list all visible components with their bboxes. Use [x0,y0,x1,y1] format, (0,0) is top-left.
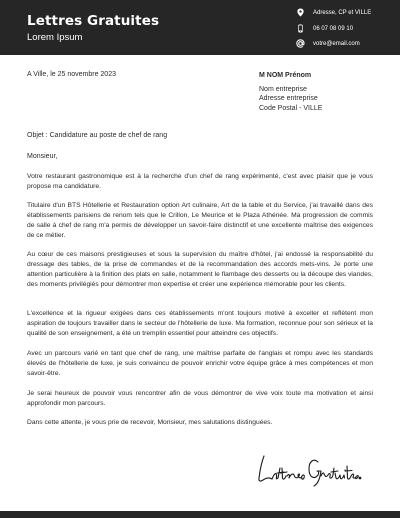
contact-phone-text: 06 07 08 09 10 [313,25,354,32]
letter-date: A Ville, le 25 novembre 2023 [27,71,116,78]
contact-email-text: votre@email.com [313,40,360,47]
handwritten-signature [254,452,364,488]
footer-bar [0,511,400,518]
contact-phone [296,24,353,33]
at-sign-icon [296,39,305,48]
letter-paragraph: Au cœur de ces maisons prestigieuses et sous la supervision du maître d'hôtel, j'ai endossé la responsabilité du dressage des tables, de la prise de commandes et de la recommandation des accords mets-vins. Je porte une attention particulière à la finition des plats en salle, notamment le flambage des desserts ou la découpe des viandes, des moments privilégiés pour démontrer mon expertise et créer une expérience mémorable pour les clients. [27,251,373,288]
contact-email [296,39,360,48]
recipient-block [259,71,322,113]
contact-address-text: Adresse, CP et VILLE [313,9,372,16]
recipient-name: M NOM Prénom [259,72,312,79]
location-pin-icon [296,8,305,17]
letter-paragraph: Votre restaurant gastronomique est à la recherche d'un chef de rang expérimenté, c'est avec plaisir que je vous propose ma candidature. [27,173,373,190]
recipient-address: Adresse entreprise [259,95,318,102]
recipient-postal: Code Postal - VILLE [259,104,323,112]
phone-icon [296,24,305,33]
brand-subtitle: Lorem Ipsum [27,32,83,43]
contact-address [296,8,371,17]
letter-paragraph: Titulaire d'un BTS Hôtellerie et Restauration option Art culinaire, Art de la table et du Service, j'ai travaillé dans des établissements parisiens de renom tels que le Crillon, Le Meurice et le Plaza Athénée. Ma progression de commis de salle à chef de rang m'a permis de développer un savoir-faire distinctif et une excellente maîtrise des exigences de ce métier. [27,202,373,239]
letter-paragraph: L'excellence et la rigueur exigées dans ces établissements m'ont toujours motivé à exceller et reflètent mon aspiration de toujours travailler dans le secteur de l'hôtellerie de luxe. Ma formation, reconnue pour son sérieux et la qualité de son enseignement, a été un tremplin essentiel pour atteindre ces objectifs. [27,310,373,337]
brand-title: Lettres Gratuites [27,13,160,29]
recipient-company: Nom entreprise [259,85,307,93]
letter-greeting: Monsieur, [27,153,58,160]
letter-paragraph: Avec un parcours varié en tant que chef de rang, une maîtrise parfaite de l'anglais et rompu avec les standards élevés de l'hôtellerie de luxe, je suis convaincu de pouvoir enrichir votre équipe grâce à mes compétences et mon savoir-être. [27,350,373,377]
letter-paragraph: Dans cette attente, je vous prie de recevoir, Monsieur, mes salutations distinguées. [27,419,273,426]
letter-subject: Objet : Candidature au poste de chef de rang [27,132,168,139]
letter-paragraph: Je serai heureux de pouvoir vous rencontrer afin de vous démontrer de vive voix toute ma motivation et ainsi approfondir mon parcours. [27,390,373,407]
header-banner [0,0,400,55]
